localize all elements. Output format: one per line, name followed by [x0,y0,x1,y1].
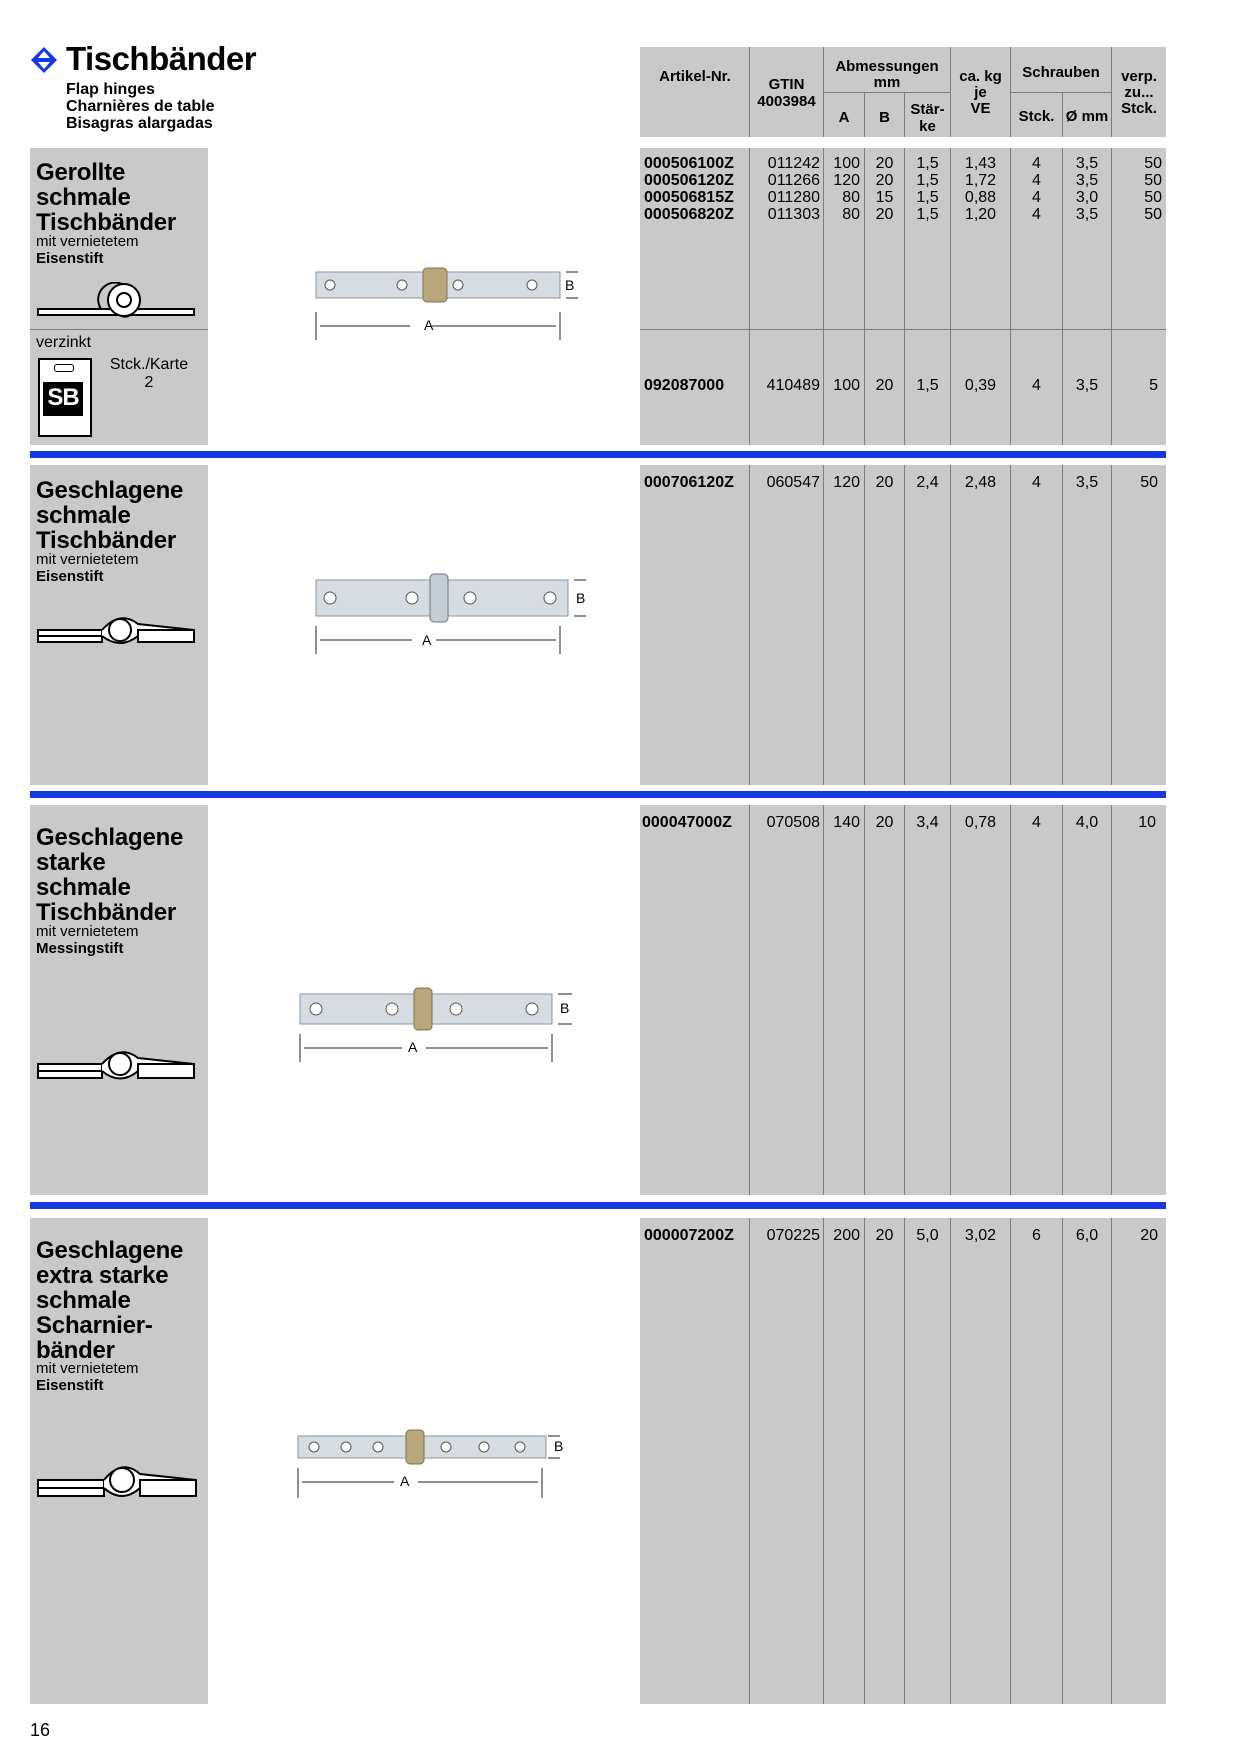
dim-b: 20 [875,155,894,172]
dimension-label-b: B [565,277,575,293]
pack-qty: 20 [1140,1227,1158,1244]
section-title: Gerollte schmale Tischbänder [36,159,177,236]
screw-diameter: 3,5 [1075,172,1099,189]
col-header-artikel: Artikel-Nr. [659,68,731,85]
col-header-abmessungen: Abmessungen [835,58,939,75]
col-header-gtin-prefix: 4003984 [757,93,816,110]
dim-b: 20 [875,814,894,831]
dimension-label-b: B [576,590,586,606]
card-qty: 2 [144,374,154,391]
section-subtitle-material: Eisenstift [36,1377,104,1394]
col-header-a: A [838,109,850,126]
section-subtitle-material: Messingstift [36,940,124,957]
forged-hinge-profile-icon [36,608,196,653]
gtin: 070508 [766,814,820,831]
finish-label: verzinkt [36,334,92,351]
table-body-bg-2 [640,465,1166,785]
gtin: 011266 [767,172,820,189]
card-label: Stck./Karte [109,356,189,373]
dimension-label-a: A [422,632,432,648]
dim-b: 20 [875,172,894,189]
dimension-label-b: B [560,1000,570,1016]
screw-count: 4 [1032,814,1041,831]
pack-qty: 50 [1140,474,1158,491]
screw-diameter: 3,5 [1075,206,1099,223]
dim-a: 100 [833,377,860,394]
dim-b: 20 [875,1227,894,1244]
section-divider [30,791,1166,798]
dim-b: 15 [875,189,894,206]
artikel-nr: 000706120Z [644,474,734,491]
staerke: 5,0 [916,1227,939,1244]
dim-a: 80 [842,189,860,206]
gtin: 410489 [766,377,820,394]
staerke: 1,5 [916,206,939,223]
pack-qty: 50 [1144,189,1162,206]
screw-count: 4 [1032,172,1041,189]
pack-qty: 50 [1144,155,1162,172]
screw-diameter: 3,5 [1075,474,1099,491]
pack-qty: 5 [1149,377,1158,394]
col-header-stck: Stck. [1018,108,1055,125]
col-header-mm: mm [873,74,901,91]
dim-a: 120 [833,474,860,491]
hinge-diagram [312,570,602,661]
section-subtitle: mit vernietetem [36,551,139,568]
artikel-nr: 000506820Z [644,206,734,223]
hinge-diagram [310,260,590,347]
staerke: 1,5 [916,172,939,189]
col-header-verp-3: Stck. [1121,100,1157,117]
col-header-kg-3: VE [970,100,991,117]
dim-a: 100 [833,155,860,172]
pack-qty: 50 [1144,206,1162,223]
col-header-gtin: GTIN [768,76,805,93]
col-sep [749,47,750,137]
section-subtitle: mit vernietetem [36,1360,139,1377]
col-header-kg-2: je [974,84,987,101]
weight-kg: 0,78 [964,814,997,831]
pack-qty: 50 [1144,172,1162,189]
weight-kg: 3,02 [964,1227,997,1244]
col-header-schrauben: Schrauben [1022,64,1100,81]
artikel-nr: 092087000 [644,377,725,394]
artikel-nr: 000506100Z [644,155,734,172]
table-body-bg-3 [640,805,1166,1195]
col-header-b: B [879,109,890,126]
header-sep [823,92,950,93]
page-number: 16 [30,1720,51,1740]
page-title: Tischbänder [66,40,257,77]
col-header-kg-1: ca. kg [959,68,1002,85]
page-subtitle-en: Flap hinges [66,81,155,98]
brand-logo-icon [30,46,58,74]
screw-diameter: 3,5 [1075,155,1099,172]
screw-count: 4 [1032,155,1041,172]
section-subtitle: mit vernietetem [36,233,139,250]
gtin: 011242 [767,155,820,172]
weight-kg: 2,48 [964,474,997,491]
screw-count: 4 [1032,474,1041,491]
dim-b: 20 [875,377,894,394]
dim-b: 20 [875,474,894,491]
gtin: 070225 [766,1227,820,1244]
section-title: Geschlagene schmale Tischbänder [36,477,184,554]
section-divider [30,1202,1166,1209]
artikel-nr: 000506120Z [644,172,734,189]
dim-b: 20 [875,206,894,223]
artikel-nr: 000506815Z [644,189,734,206]
staerke: 1,5 [916,377,939,394]
col-header-verp-2: zu... [1124,84,1154,101]
hinge-diagram [294,1424,584,1505]
screw-count: 4 [1032,189,1041,206]
header-sep [1010,92,1111,93]
staerke: 2,4 [916,474,939,491]
hinge-diagram [296,982,586,1069]
screw-count: 6 [1032,1227,1041,1244]
staerke: 1,5 [916,155,939,172]
screw-diameter: 4,0 [1075,814,1099,831]
dim-a: 80 [842,206,860,223]
section-subtitle-material: Eisenstift [36,568,104,585]
gtin: 011303 [767,206,820,223]
dim-a: 200 [833,1227,860,1244]
gtin: 060547 [766,474,820,491]
section-title: Geschlagene extra starke schmale Scharnier- bänder [36,1237,184,1364]
artikel-nr: 000007200Z [644,1227,734,1244]
col-header-diameter: Ø mm [1065,108,1109,125]
table-body-bg-4 [640,1218,1166,1704]
dim-a: 140 [833,814,860,831]
screw-diameter: 3,5 [1075,377,1099,394]
screw-diameter: 3,0 [1075,189,1099,206]
rolled-hinge-profile-icon [36,282,196,327]
dimension-label-a: A [400,1473,410,1489]
screw-count: 4 [1032,206,1041,223]
staerke: 3,4 [916,814,939,831]
pack-qty: 10 [1138,814,1156,831]
sb-row-sep [640,329,1166,330]
dimension-label-a: A [408,1039,418,1055]
section-divider [30,451,1166,458]
page-subtitle-fr: Charnières de table [66,98,215,115]
section-subtitle: mit vernietetem [36,923,139,940]
weight-kg: 1,20 [964,206,997,223]
forged-hinge-profile-icon [36,1458,198,1507]
dimension-label-a: A [424,317,434,333]
sb-logo-text: SB [47,384,79,411]
col-header-verp-1: verp. [1121,68,1157,85]
section-subtitle-material: Eisenstift [36,250,104,267]
artikel-nr: 000047000Z [642,814,732,831]
dim-a: 120 [833,172,860,189]
screw-diameter: 6,0 [1075,1227,1099,1244]
forged-hinge-profile-icon [36,1044,196,1089]
gtin: 011280 [767,189,820,206]
staerke: 1,5 [916,189,939,206]
section-title: Geschlagene starke schmale Tischbänder [36,824,184,926]
sb-panel-sep [30,329,208,330]
weight-kg: 0,39 [964,377,997,394]
dimension-label-b: B [554,1438,564,1454]
page-subtitle-es: Bisagras alargadas [66,115,213,132]
col-header-staerke-1: Stär- [910,101,945,118]
weight-kg: 0,88 [964,189,997,206]
weight-kg: 1,43 [964,155,997,172]
screw-count: 4 [1032,377,1041,394]
weight-kg: 1,72 [964,172,997,189]
col-header-staerke-2: ke [919,118,936,135]
sb-card-icon [38,358,92,437]
